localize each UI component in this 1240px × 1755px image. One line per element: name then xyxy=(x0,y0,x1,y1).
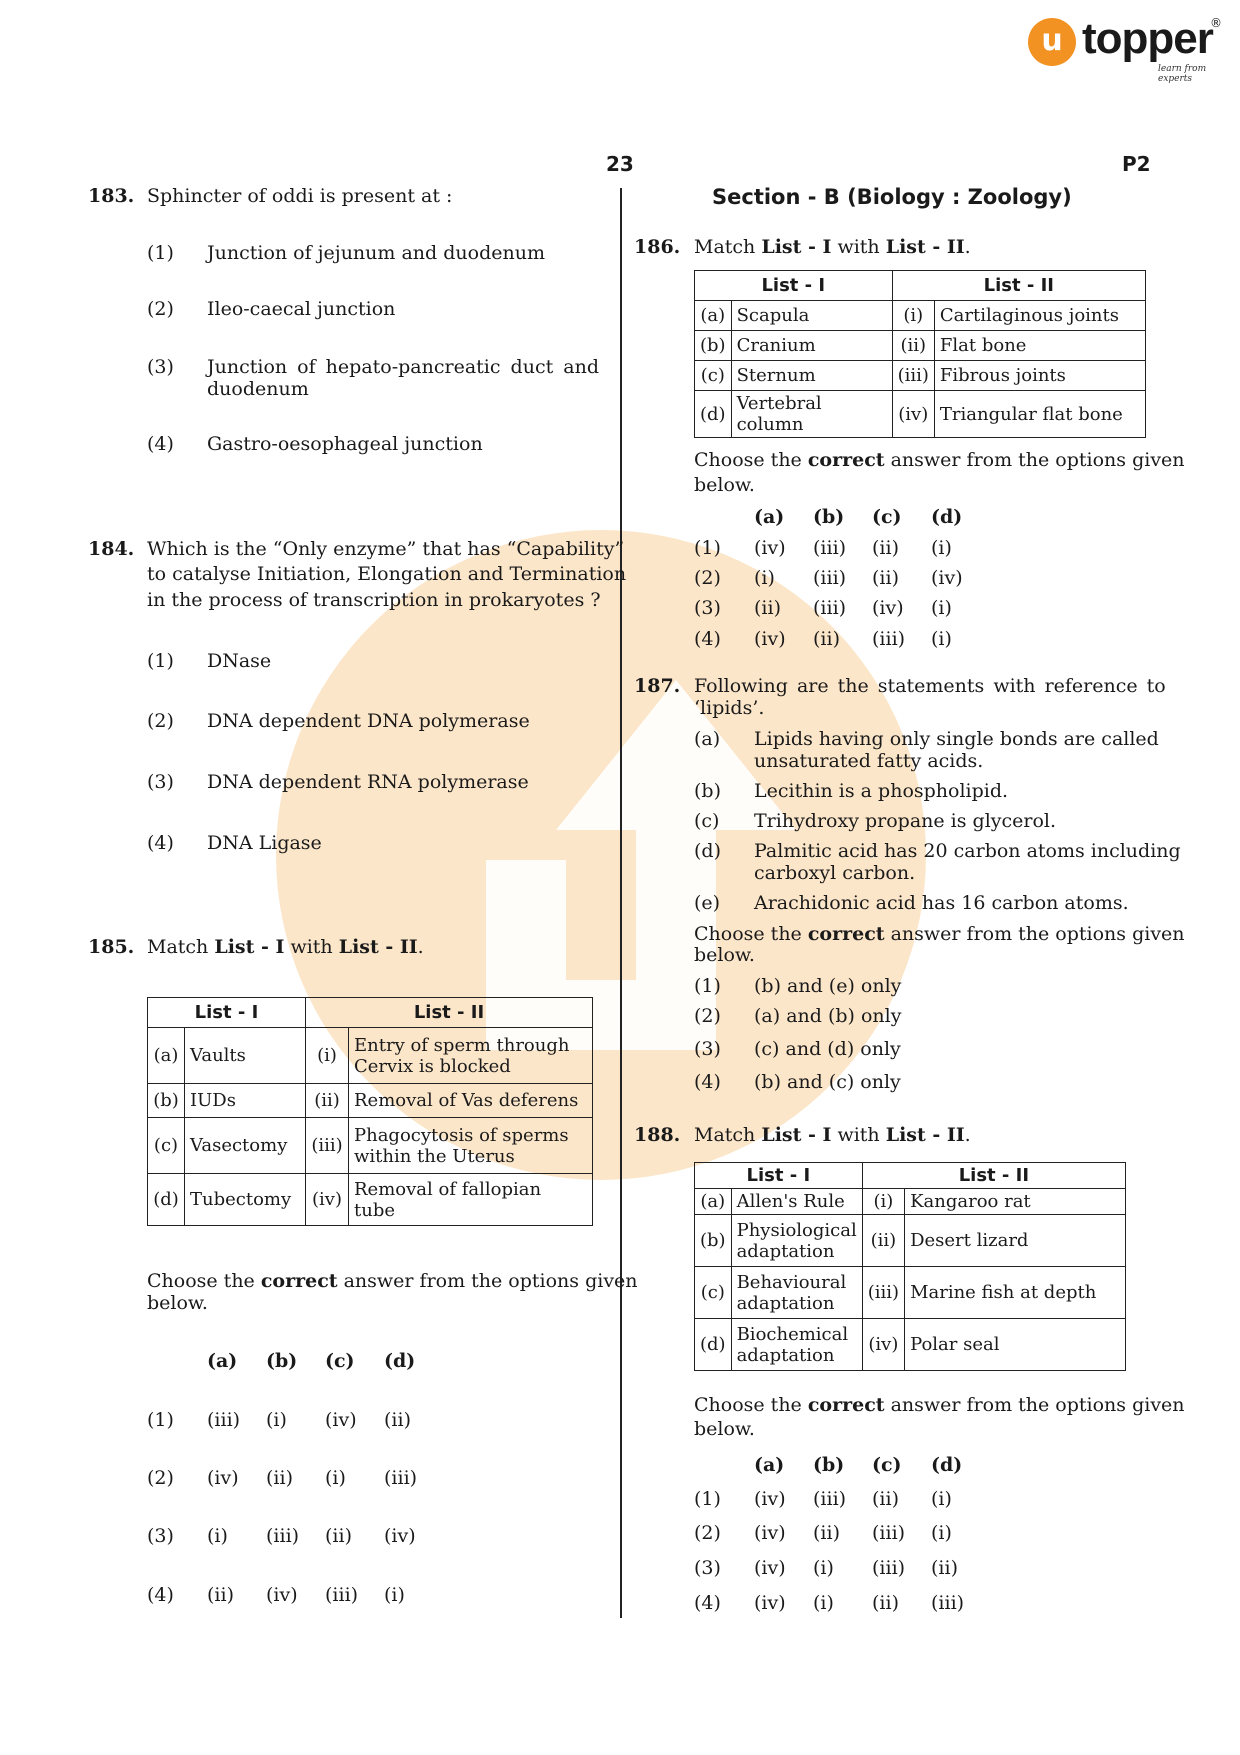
answer-cell: (ii) xyxy=(931,1557,958,1579)
statement-label: (b) xyxy=(694,780,721,802)
option-text: Junction of jejunum and duodenum xyxy=(207,242,545,264)
table-row: (c) Behavioural adaptation (iii) Marine fish at depth xyxy=(695,1267,1126,1319)
table-header-list1: List - I xyxy=(695,1163,863,1189)
table-row: (a) Vaults (i) Entry of sperm through Cervix is blocked xyxy=(148,1028,593,1084)
answer-cell: (i) xyxy=(325,1467,346,1489)
question-text-line: to catalyse Initiation, Elongation and Termination xyxy=(147,563,627,585)
question-text: Match List - I with List - II. xyxy=(147,936,424,958)
option-text: (b) and (c) only xyxy=(754,1071,901,1093)
table-header-list2: List - II xyxy=(892,271,1145,301)
match-table-188 xyxy=(694,1162,1126,1371)
instruction-text: Choose the correct answer from the options given xyxy=(694,1394,1185,1416)
answer-cell: (iii) xyxy=(931,1592,965,1614)
answer-option-number: (4) xyxy=(694,628,721,650)
option-number: (4) xyxy=(694,1071,721,1093)
instruction-text: Choose the correct answer from the options given xyxy=(147,1270,638,1292)
option-text: (b) and (e) only xyxy=(754,975,902,997)
match-table-185 xyxy=(147,997,593,1226)
answer-cell: (iv) xyxy=(754,1488,786,1510)
answer-cell: (ii) xyxy=(325,1525,352,1547)
instruction-text-cont: below. xyxy=(694,1418,755,1440)
question-number: 186. xyxy=(634,236,681,258)
answer-cell: (iii) xyxy=(813,567,847,589)
statement-text: Lecithin is a phospholipid. xyxy=(754,780,1009,802)
option-text: DNA dependent DNA polymerase xyxy=(207,710,530,732)
question-text: Match List - I with List - II. xyxy=(694,236,971,258)
table-row: (d) Biochemical adaptation (iv) Polar seal xyxy=(695,1319,1126,1371)
answer-option-number: (1) xyxy=(694,1488,721,1510)
answer-cell: (ii) xyxy=(813,628,840,650)
answer-cell: (ii) xyxy=(872,1488,899,1510)
option-text: DNA Ligase xyxy=(207,832,322,854)
question-number: 183. xyxy=(88,185,135,207)
statement-label: (e) xyxy=(694,892,721,914)
answer-option-number: (3) xyxy=(694,597,721,619)
question-number: 188. xyxy=(634,1124,681,1146)
table-row: (b) Physiological adaptation (ii) Desert lizard xyxy=(695,1215,1126,1267)
answer-cell: (iv) xyxy=(266,1584,298,1606)
option-text: Ileo-caecal junction xyxy=(207,298,396,320)
table-row: (d) Vertebral column (iv) Triangular flat bone xyxy=(695,391,1146,438)
answer-cell: (iii) xyxy=(207,1409,241,1431)
question-text-line: in the process of transcription in prokaryotes ? xyxy=(147,589,601,611)
answer-option-number: (2) xyxy=(694,1522,721,1544)
page-number: 23 xyxy=(606,152,634,176)
col-head: (c) xyxy=(872,506,902,528)
col-head: (c) xyxy=(325,1350,355,1372)
answer-cell: (i) xyxy=(813,1592,834,1614)
answer-cell: (i) xyxy=(266,1409,287,1431)
table-row: (c) Vasectomy (iii) Phagocytosis of sperms within the Uterus xyxy=(148,1118,593,1174)
answer-option-number: (2) xyxy=(694,567,721,589)
answer-cell: (iv) xyxy=(872,597,904,619)
option-number: (1) xyxy=(147,650,174,672)
answer-cell: (iv) xyxy=(207,1467,239,1489)
match-table-186 xyxy=(694,270,1146,438)
option-number: (3) xyxy=(694,1038,721,1060)
instruction-text-cont: below. xyxy=(694,944,755,966)
answer-cell: (iv) xyxy=(754,628,786,650)
instruction-text: Choose the correct answer from the options given xyxy=(694,449,1185,471)
col-head: (b) xyxy=(813,1454,845,1476)
statement-text-cont: carboxyl carbon. xyxy=(754,862,916,884)
statement-text-cont: unsaturated fatty acids. xyxy=(754,750,984,772)
answer-cell: (iv) xyxy=(384,1525,416,1547)
statement-label: (c) xyxy=(694,810,720,832)
option-text: (c) and (d) only xyxy=(754,1038,901,1060)
logo-wordmark: topper xyxy=(1082,14,1213,63)
answer-cell: (iv) xyxy=(754,537,786,559)
answer-cell: (i) xyxy=(931,537,952,559)
instruction-text-cont: below. xyxy=(147,1292,208,1314)
col-head: (a) xyxy=(754,1454,785,1476)
registered-mark-icon: ® xyxy=(1210,16,1222,30)
answer-cell: (i) xyxy=(931,597,952,619)
answer-cell: (ii) xyxy=(872,1592,899,1614)
option-number: (4) xyxy=(147,832,174,854)
table-header-list2: List - II xyxy=(306,998,593,1028)
logo-tagline: learn from experts xyxy=(1158,64,1207,84)
option-text: Junction of hepato-pancreatic duct and xyxy=(207,356,599,378)
question-text-line: Which is the “Only enzyme” that has “Capability” xyxy=(147,538,625,560)
col-head: (d) xyxy=(384,1350,416,1372)
answer-cell: (iv) xyxy=(754,1522,786,1544)
section-title: Section - B (Biology : Zoology) xyxy=(712,185,1072,209)
question-text-line: Following are the statements with reference to xyxy=(694,675,1166,697)
question-text: Match List - I with List - II. xyxy=(694,1124,971,1146)
instruction-text: Choose the correct answer from the options given xyxy=(694,923,1185,945)
answer-cell: (i) xyxy=(813,1557,834,1579)
table-row: (d) Tubectomy (iv) Removal of fallopian tube xyxy=(148,1174,593,1226)
table-header-list1: List - I xyxy=(148,998,306,1028)
question-number: 185. xyxy=(88,936,135,958)
option-number: (2) xyxy=(694,1005,721,1027)
col-head: (d) xyxy=(931,506,963,528)
table-row: (a) Scapula (i) Cartilaginous joints xyxy=(695,301,1146,331)
answer-cell: (iii) xyxy=(872,628,906,650)
col-head: (d) xyxy=(931,1454,963,1476)
option-number: (1) xyxy=(147,242,174,264)
answer-cell: (i) xyxy=(754,567,775,589)
col-head: (a) xyxy=(207,1350,238,1372)
option-text: DNA dependent RNA polymerase xyxy=(207,771,529,793)
answer-option-number: (2) xyxy=(147,1467,174,1489)
topper-logo xyxy=(1028,14,1228,84)
answer-option-number: (1) xyxy=(694,537,721,559)
statement-label: (a) xyxy=(694,728,721,750)
col-head: (c) xyxy=(872,1454,902,1476)
option-text: (a) and (b) only xyxy=(754,1005,902,1027)
table-row: (c) Sternum (iii) Fibrous joints xyxy=(695,361,1146,391)
answer-cell: (ii) xyxy=(384,1409,411,1431)
answer-cell: (ii) xyxy=(754,597,781,619)
option-number: (2) xyxy=(147,298,174,320)
answer-option-number: (3) xyxy=(147,1525,174,1547)
answer-cell: (i) xyxy=(931,1522,952,1544)
statement-text: Trihydroxy propane is glycerol. xyxy=(754,810,1057,832)
option-number: (2) xyxy=(147,710,174,732)
answer-cell: (i) xyxy=(207,1525,228,1547)
option-number: (4) xyxy=(147,433,174,455)
paper-code: P2 xyxy=(1122,152,1151,176)
answer-cell: (ii) xyxy=(813,1522,840,1544)
option-text-cont: duodenum xyxy=(207,378,309,400)
col-head: (b) xyxy=(266,1350,298,1372)
answer-cell: (iv) xyxy=(754,1592,786,1614)
answer-cell: (iii) xyxy=(813,1488,847,1510)
question-text: Sphincter of oddi is present at : xyxy=(147,185,453,207)
col-head: (a) xyxy=(754,506,785,528)
col-head: (b) xyxy=(813,506,845,528)
column-divider xyxy=(620,188,622,1618)
answer-cell: (iii) xyxy=(325,1584,359,1606)
question-text-line: ‘lipids’. xyxy=(694,697,765,719)
answer-option-number: (3) xyxy=(694,1557,721,1579)
statement-text: Arachidonic acid has 16 carbon atoms. xyxy=(754,892,1129,914)
table-row: (b) Cranium (ii) Flat bone xyxy=(695,331,1146,361)
question-number: 184. xyxy=(88,538,135,560)
option-text: Gastro-oesophageal junction xyxy=(207,433,483,455)
answer-option-number: (4) xyxy=(694,1592,721,1614)
answer-option-number: (4) xyxy=(147,1584,174,1606)
answer-cell: (ii) xyxy=(872,567,899,589)
statement-label: (d) xyxy=(694,840,721,862)
question-number: 187. xyxy=(634,675,681,697)
table-row: (a) Allen's Rule (i) Kangaroo rat xyxy=(695,1189,1126,1215)
answer-cell: (iii) xyxy=(266,1525,300,1547)
answer-cell: (iii) xyxy=(872,1557,906,1579)
answer-cell: (iii) xyxy=(872,1522,906,1544)
statement-text: Lipids having only single bonds are called xyxy=(754,728,1159,750)
table-header-list1: List - I xyxy=(695,271,893,301)
answer-cell: (ii) xyxy=(872,537,899,559)
option-number: (1) xyxy=(694,975,721,997)
answer-cell: (ii) xyxy=(266,1467,293,1489)
answer-cell: (iii) xyxy=(813,597,847,619)
option-text: DNase xyxy=(207,650,272,672)
option-number: (3) xyxy=(147,771,174,793)
answer-cell: (iv) xyxy=(325,1409,357,1431)
option-number: (3) xyxy=(147,356,174,378)
answer-cell: (i) xyxy=(931,1488,952,1510)
instruction-text-cont: below. xyxy=(694,474,755,496)
logo-u-mark: u xyxy=(1028,18,1076,66)
answer-cell: (i) xyxy=(931,628,952,650)
table-row: (b) IUDs (ii) Removal of Vas deferens xyxy=(148,1084,593,1118)
statement-text: Palmitic acid has 20 carbon atoms including xyxy=(754,840,1181,862)
answer-cell: (i) xyxy=(384,1584,405,1606)
answer-cell: (iii) xyxy=(384,1467,418,1489)
answer-option-number: (1) xyxy=(147,1409,174,1431)
answer-cell: (iii) xyxy=(813,537,847,559)
table-header-list2: List - II xyxy=(862,1163,1125,1189)
answer-cell: (iv) xyxy=(931,567,963,589)
answer-cell: (ii) xyxy=(207,1584,234,1606)
answer-cell: (iv) xyxy=(754,1557,786,1579)
